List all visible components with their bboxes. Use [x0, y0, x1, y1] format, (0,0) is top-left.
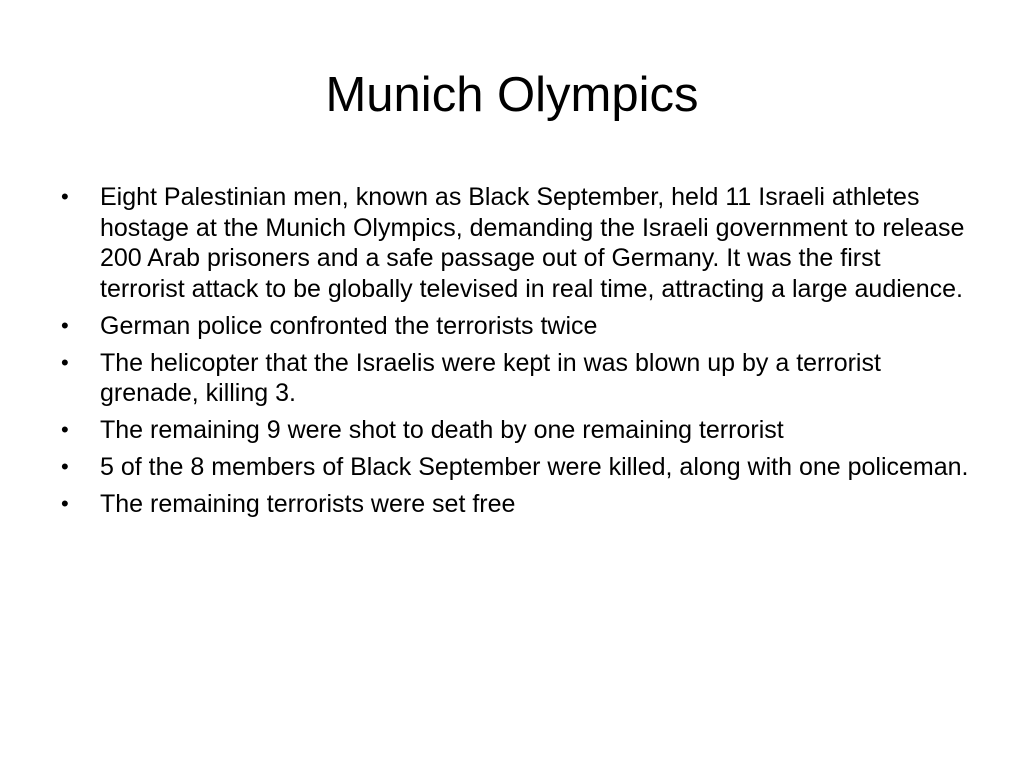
bullet-item — [60, 311, 970, 342]
bullet-dot-icon: • — [61, 312, 69, 338]
bullet-item — [60, 348, 970, 409]
bullet-dot-icon: • — [61, 349, 69, 375]
bullet-text: Eight Palestinian men, known as Black September, held 11 Israeli athletes hostage at the Munich Olympics, demanding the Israeli government to release 200 Arab prisoners and a safe passage out of Germany. It was the first terrorist attack to be globally televised in real time, attracting a large audience. — [100, 183, 965, 303]
bullet-dot-icon: • — [61, 491, 69, 516]
bullet-item — [60, 415, 970, 446]
bullet-dot-icon: • — [61, 184, 69, 209]
bullet-list — [60, 182, 970, 526]
bullet-item — [60, 182, 970, 304]
slide-title: Munich Olympics — [325, 68, 699, 122]
bullet-text: The helicopter that the Israelis were kept in was blown up by a terrorist grenade, killing 3. — [100, 348, 881, 407]
bullet-item — [60, 452, 970, 483]
bullet-dot-icon: • — [61, 417, 69, 442]
bullet-text: German police confronted the terrorists twice — [100, 311, 598, 340]
bullet-text: 5 of the 8 members of Black September were killed, along with one policeman. — [100, 453, 969, 481]
bullet-text: The remaining 9 were shot to death by one remaining terrorist — [100, 416, 784, 444]
bullet-item — [60, 489, 970, 520]
bullet-dot-icon: • — [61, 454, 69, 479]
bullet-text: The remaining terrorists were set free — [100, 490, 516, 518]
